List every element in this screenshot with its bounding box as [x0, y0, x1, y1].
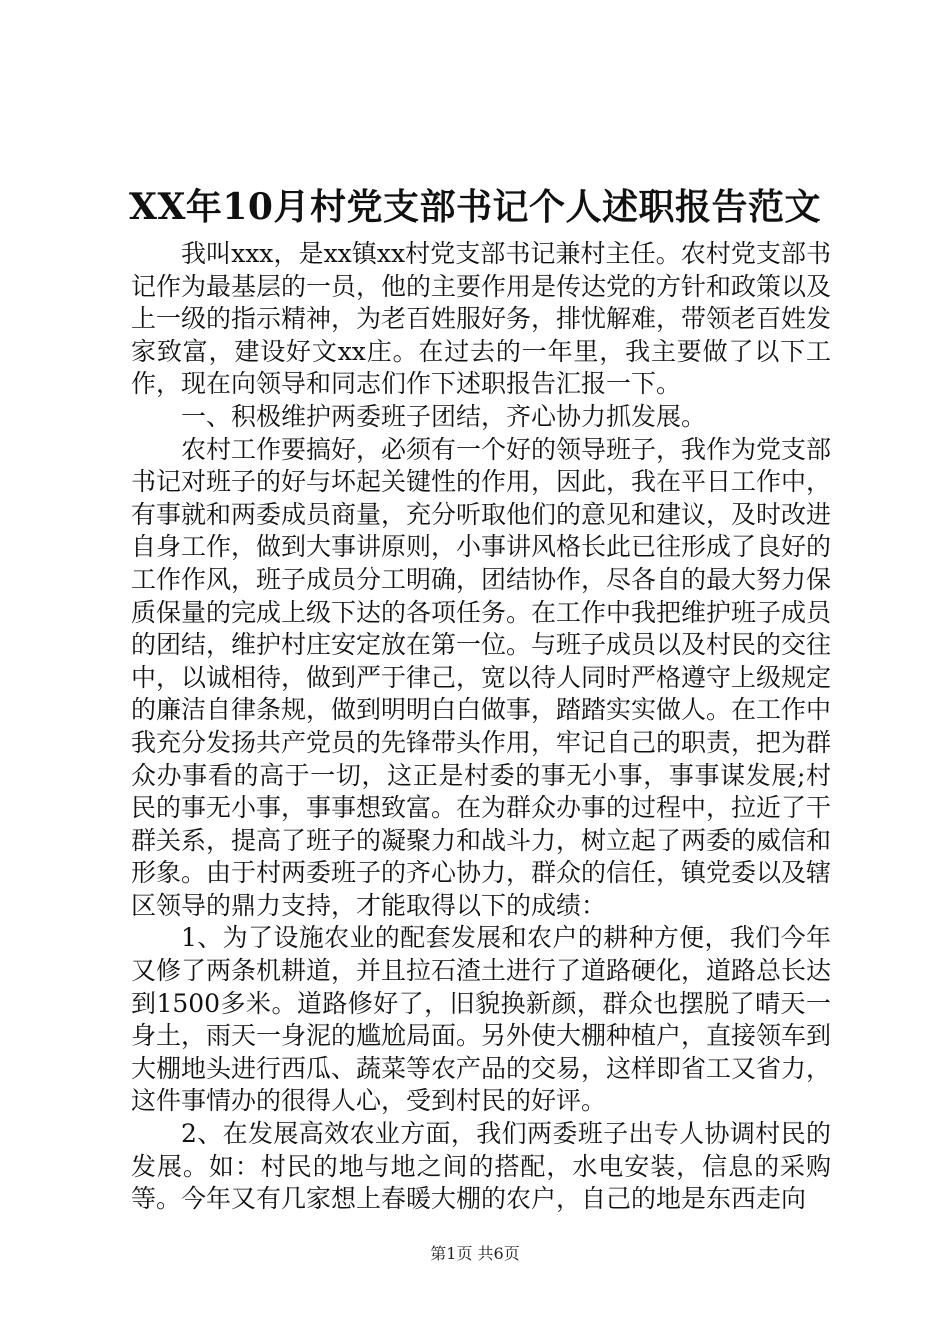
- document-body: [131, 238, 831, 1216]
- section-heading-1: 一、积极维护两委班子团结，齐心协力抓发展。: [181, 401, 707, 431]
- paragraph-achievement-1: 1、为了设施农业的配套发展和农户的耕种方便，我们今年又修了两条机耕道，并且拉石渣土进行了道路硬化，道路总长达到1500多米。道路修好了，旧貌换新颜，群众也摆脱了晴天一身土，雨天一身泥的尴尬局面。另外使大棚种植户，直接领车到大棚地头进行西瓜、蔬菜等农产品的交易，这样即省工又省力，这件事情办的很得人心，受到村民的好评。: [131, 923, 832, 1116]
- paragraph-team-unity: 农村工作要搞好，必须有一个好的领导班子，我作为党支部书记对班子的好与坏起关键性的作用，因此，我在平日工作中，有事就和两委成员商量，充分听取他们的意见和建议，及时改进自身工作，做到大事讲原则，小事讲风格长此已往形成了良好的工作作风，班子成员分工明确，团结协作，尽各自的最大努力保质保量的完成上级下达的各项任务。在工作中我把维护班子成员的团结，维护村庄安定放在第一位。与班子成员以及村民的交往中，以诚相待，做到严于律己，宽以待人同时严格遵守上级规定的廉洁自律条规，做到明明白白做事，踏踏实实做人。在工作中我充分发扬共产党员的先锋带头作用，牢记自己的职责，把为群众办事看的高于一切，这正是村委的事无小事，事事谋发展;村民的事无小事，事事想致富。在为群众办事的过程中，拉近了干群关系，提高了班子的凝聚力和战斗力，树立起了两委的威信和形象。由于村两委班子的齐心协力，群众的信任，镇党委以及辖区领导的鼎力支持，才能取得以下的成绩：: [131, 434, 832, 920]
- paragraph-achievement-2: 2、在发展高效农业方面，我们两委班子出专人协调村民的发展。如：村民的地与地之间的搭配，水电安装，信息的采购等。今年又有几家想上春暖大棚的农户，自己的地是东西走向: [131, 1119, 831, 1214]
- page-number-footer: 第1页 共6页: [430, 1244, 520, 1263]
- paragraph-intro: 我叫xxx，是xx镇xx村党支部书记兼村主任。农村党支部书记作为最基层的一员，他的主要作用是传达党的方针和政策以及上一级的指示精神，为老百姓服好务，排忧解难，带领老百姓发家致富，建设好文xx庄。在过去的一年里，我主要做了以下工作，现在向领导和同志们作下述职报告汇报一下。: [131, 239, 832, 399]
- document-title: XX年10月村党支部书记个人述职报告范文: [129, 186, 821, 228]
